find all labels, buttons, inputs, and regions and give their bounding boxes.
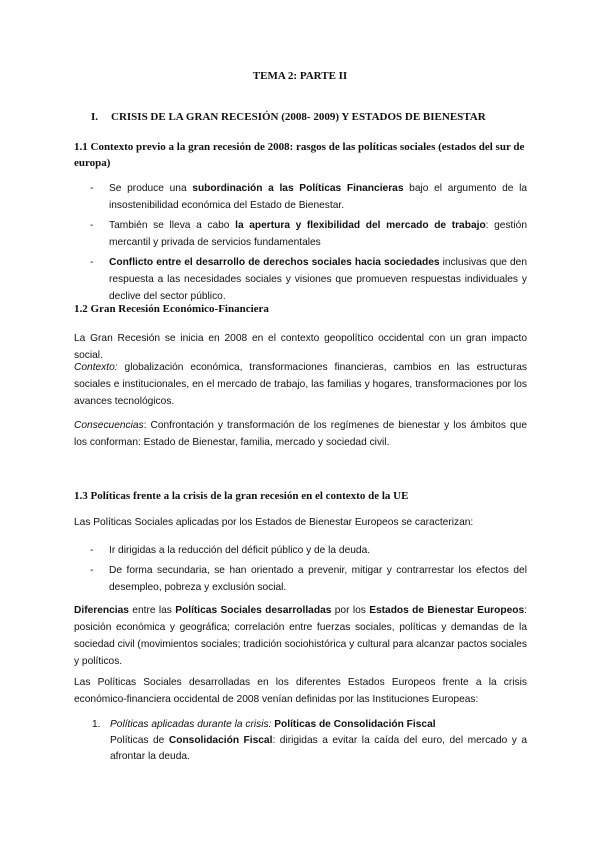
numbered-list: [92, 717, 527, 765]
list-item-text: inclusivas que den respuesta a las necesidades sociales y visiones que promueven respuestas individuales y declive del sector público.: [109, 257, 528, 302]
list-item-text: De forma secundaria, se han orientado a prevenir, mitigar y contrarrestar los efectos del desempleo, pobreza y exclusión social.: [109, 565, 527, 593]
list-item-text: Se produce una: [109, 183, 193, 194]
consecuencias-label: Consecuencias: [74, 420, 144, 431]
list-bullet: -: [90, 545, 94, 556]
section-1-number: I.: [91, 111, 99, 123]
contexto-text: globalización económica, transformaciones financieras, cambios en las estructuras sociales e institucionales, en el mercado de trabajo, las familias y hogares, transformaciones por los avances tecnológicos.: [74, 362, 527, 407]
list-item: [90, 542, 527, 559]
diferencias-emphasis: Estados de Bienestar Europeos: [369, 605, 525, 616]
contexto-paragraph: [74, 359, 527, 410]
list-item-emphasis: subordinación a las Políticas Financieras: [192, 183, 404, 194]
subsection-1-1-list: [90, 180, 527, 308]
list-bullet: -: [90, 183, 94, 194]
list-item: [90, 254, 527, 305]
numbered-item-text: Políticas de: [110, 735, 169, 746]
subsection-1-3-list: [90, 542, 527, 599]
list-item-emphasis: Conflicto entre el desarrollo de derechos sociales hacia sociedades: [109, 257, 440, 268]
diferencias-emphasis: Diferencias: [74, 605, 129, 616]
diferencias-text: entre las: [128, 605, 176, 616]
section-1-title: CRISIS DE LA GRAN RECESIÓN (2008- 2009) Y ESTADOS DE BIENESTAR: [111, 111, 486, 123]
list-item: [90, 562, 527, 596]
consecuencias-text: : Confrontación y transformación de los regímenes de bienestar y los ámbitos que los conforman: Estado de Bienestar, familia, mercado y sociedad civil.: [74, 420, 527, 448]
subsection-1-1-heading: 1.1 Contexto previo a la gran recesión de 2008: rasgos de las políticas sociales (estados del sur de europa): [74, 141, 525, 169]
numbered-item: [92, 717, 527, 765]
diferencias-text: por los: [331, 605, 370, 616]
diferencias-emphasis: Políticas Sociales desarrolladas: [175, 605, 332, 616]
numbered-item-emphasis: Políticas de Consolidación Fiscal: [274, 719, 436, 730]
list-bullet: -: [90, 257, 94, 268]
subsection-1-2-heading: 1.2 Gran Recesión Económico-Financiera: [74, 303, 269, 315]
list-item-text: Ir dirigidas a la reducción del déficit público y de la deuda.: [109, 545, 371, 556]
diferencias-paragraph: [74, 602, 527, 670]
numbered-item-title: [110, 717, 527, 733]
list-item-text: También se lleva a cabo: [109, 220, 236, 231]
instituciones-paragraph: Las Políticas Sociales desarrolladas en los diferentes Estados Europeos frente a la crisis económico-financiera occidental de 2008 venían definidas por las Instituciones Europeas:: [74, 677, 527, 705]
subsection-1-3-heading: 1.3 Políticas frente a la crisis de la gran recesión en el contexto de la UE: [74, 490, 409, 502]
list-item-text: : gestión mercantil y privada de servicios fundamentales: [109, 220, 527, 248]
document-title: TEMA 2: PARTE II: [252, 70, 348, 82]
consecuencias-paragraph: [74, 417, 527, 451]
contexto-label: Contexto:: [74, 362, 118, 373]
numbered-item-marker: 1.: [92, 719, 101, 730]
subsection-1-2-intro: La Gran Recesión se inicia en 2008 en el contexto geopolítico occidental con un gran impacto social.: [74, 333, 527, 361]
list-item: [90, 180, 527, 214]
numbered-item-body: [110, 733, 527, 765]
diferencias-text: : posición económica y geográfica; correlación entre fuerzas sociales, políticas y demandas de la sociedad civil (movimientos sociales; tradición sociohistórica y cultural para alcanzar pactos sociales y políticos.: [74, 605, 527, 667]
list-item-text: bajo el argumento de la insostenibilidad económica del Estado de Bienestar.: [109, 183, 527, 211]
list-item-emphasis: la apertura y flexibilidad del mercado de trabajo: [235, 220, 486, 231]
numbered-item-italic: Políticas aplicadas durante la crisis:: [110, 719, 275, 730]
list-bullet: -: [90, 565, 94, 576]
numbered-item-emphasis: Consolidación Fiscal: [168, 735, 273, 746]
numbered-item-text: : dirigidas a evitar la caída del euro, del mercado y a afrontar la deuda.: [110, 735, 528, 762]
list-item: [90, 217, 527, 251]
section-1-heading: [91, 111, 486, 123]
list-bullet: -: [90, 220, 94, 231]
subsection-1-3-intro: Las Políticas Sociales aplicadas por los Estados de Bienestar Europeos se caracterizan:: [74, 517, 474, 528]
